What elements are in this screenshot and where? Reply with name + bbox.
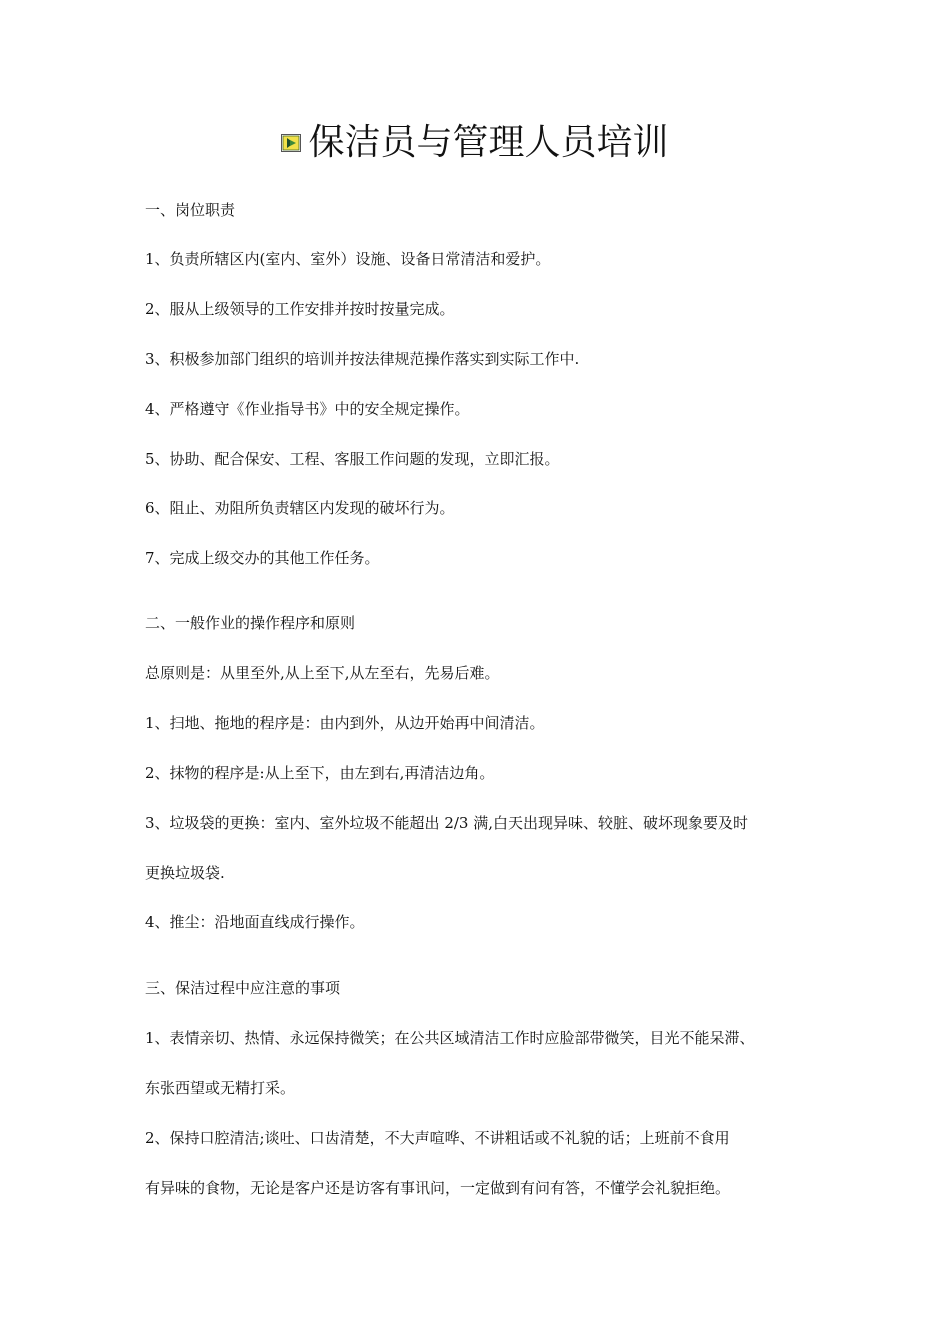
paragraph-line: 1、负责所辖区内(室内、室外）设施、设备日常清洁和爱护。 [145,250,551,268]
paragraph-line: 6、阻止、劝阻所负责辖区内发现的破坏行为。 [145,499,455,517]
paragraph-line: 4、严格遵守《作业指导书》中的安全规定操作。 [145,400,470,418]
paragraph-line: 7、完成上级交办的其他工作任务。 [145,549,380,567]
section-heading: 三、保洁过程中应注意的事项 [145,979,341,997]
page-title: 保洁员与管理人员培训 [308,122,669,163]
section-heading: 二、一般作业的操作程序和原则 [145,614,356,632]
paragraph-line: 1、扫地、拖地的程序是：由内到外，从边开始再中间清洁。 [145,714,545,732]
paragraph-line: 3、垃圾袋的更换：室内、室外垃圾不能超出 2/3 满,白天出现异味、较脏、破坏现象要及时 [145,814,748,832]
paragraph-line: 5、协助、配合保安、工程、客服工作问题的发现，立即汇报。 [145,450,560,468]
paragraph-line: 4、推尘：沿地面直线成行操作。 [145,913,365,931]
title-row [0,118,950,168]
paragraph-line: 2、抹物的程序是:从上至下，由左到右,再清洁边角。 [145,764,495,782]
paragraph-line: 1、表情亲切、热情、永远保持微笑；在公共区域清洁工作时应脸部带微笑，目光不能呆滞、 [145,1029,755,1047]
paragraph-line: 2、保持口腔清洁;谈吐、口齿清楚，不大声喧哗、不讲粗话或不礼貌的话；上班前不食用 [145,1129,730,1147]
section-heading: 一、岗位职责 [145,201,236,219]
paragraph-line: 2、服从上级领导的工作安排并按时按量完成。 [145,300,455,318]
paragraph-line: 3、积极参加部门组织的培训并按法律规范操作落实到实际工作中. [145,350,580,368]
document-bullet-icon [281,134,301,152]
paragraph-line: 总原则是：从里至外,从上至下,从左至右，先易后难。 [145,664,500,682]
paragraph-line: 有异味的食物，无论是客户还是访客有事讯问，一定做到有问有答，不懂学会礼貌拒绝。 [145,1179,731,1197]
paragraph-line: 东张西望或无精打采。 [145,1079,296,1097]
paragraph-line: 更换垃圾袋. [145,864,225,882]
